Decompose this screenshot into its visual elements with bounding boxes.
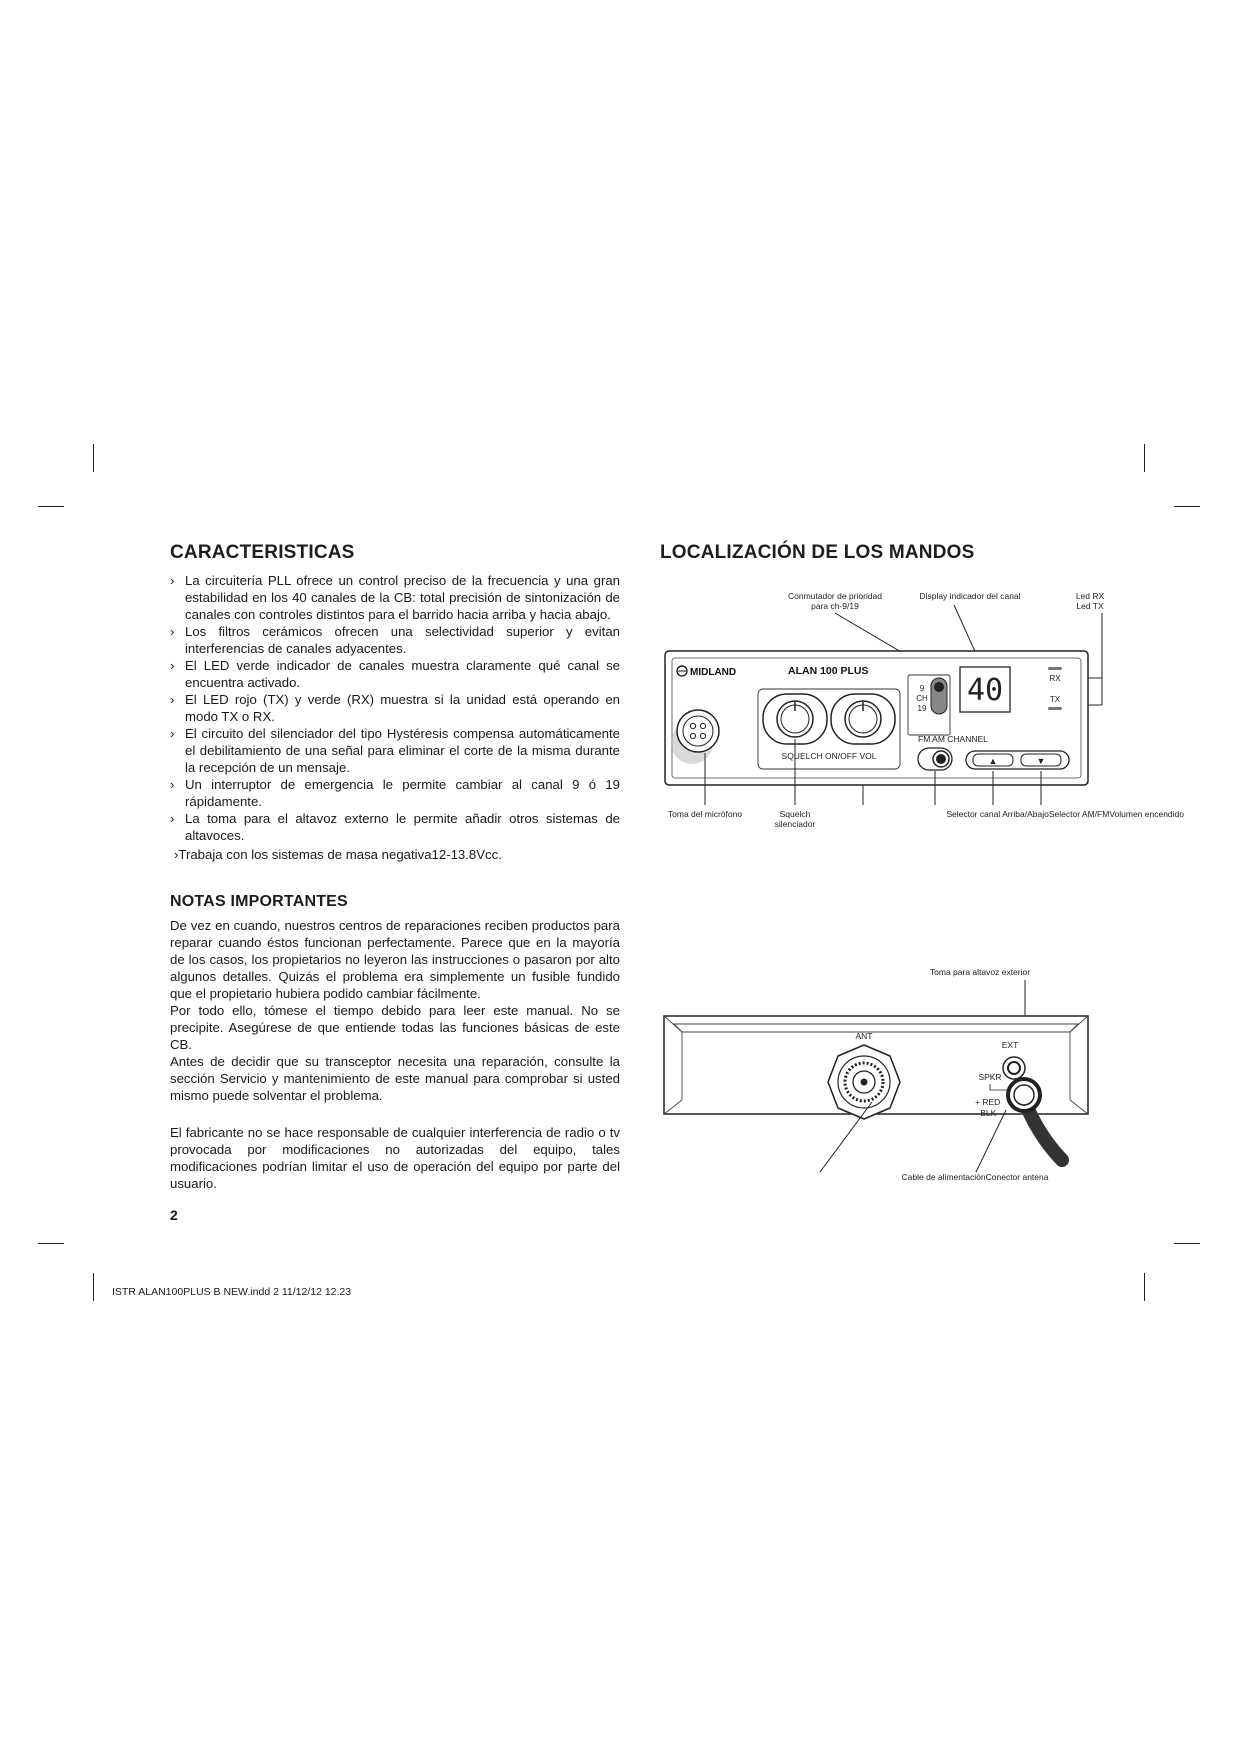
speaker-jack <box>1003 1057 1025 1079</box>
switch-label-ch: CH <box>916 694 928 703</box>
features-heading: CARACTERISTICAS <box>170 542 355 563</box>
spkr-label: SPKR <box>978 1072 1002 1082</box>
switch-label-19: 19 <box>917 704 927 713</box>
svg-text:40: 40 <box>966 673 1004 708</box>
page-number: 2 <box>170 1207 178 1223</box>
fm-am-channel-label: FM AM CHANNEL <box>918 734 988 744</box>
list-item: › Un interruptor de emergencia le permite cambiar al canal 9 ó 19 rápidamente. <box>170 777 620 809</box>
crop-mark-top-left-h <box>38 506 64 507</box>
rear-panel-diagram <box>650 960 1210 1200</box>
channel-up-button <box>973 754 1013 766</box>
crop-mark-bottom-left <box>93 1273 94 1301</box>
red-wire-label: + RED <box>975 1097 1001 1107</box>
label-squelch-1: Squelch <box>779 809 811 819</box>
notes-paragraph: Por todo ello, tómese el tiempo debido para leer este manual. No se precipite. Asegúrese de que entiende todas las funciones básicas de este CB. <box>170 1003 620 1052</box>
svg-text:MIDLAND: MIDLAND <box>690 667 737 678</box>
list-item: › La toma para el altavoz externo le permite añadir otros sistemas de altavoces. <box>170 811 620 843</box>
antenna-connector <box>828 1045 900 1119</box>
channel-down-button <box>1021 754 1061 766</box>
switch-label-9: 9 <box>919 684 925 693</box>
notes-paragraph: De vez en cuando, nuestros centros de reparaciones reciben productos para reparar cuando éstos funcionan perfectamente. Parece que en la mayoría de los casos, los propietarios no leyeron las instrucciones o pasaron por alto algunos detalles. Quizás el problema era simplemente un fusible fundido que el propietario hubiera podido cambiar fácilmente. <box>170 918 620 1001</box>
label-power-antenna: Cable de alimentaciónConector antena <box>901 1172 1049 1182</box>
list-item: › El circuito del silenciador del tipo Hystéresis compensa automáticamente el debilitamiento de una señal para eliminar el corte de la misma durante la recepción de un mensaje. <box>170 726 620 775</box>
disclaimer-paragraph: El fabricante no se hace responsable de cualquier interferencia de radio o tv provocada por modificaciones no autorizadas del equipo, tales modificaciones podrían limitar el uso de operación del equipo por parte del usuario. <box>170 1125 620 1191</box>
led-rx <box>1048 667 1062 683</box>
controls-heading: LOCALIZACIÓN DE LOS MANDOS <box>660 542 975 563</box>
callout-led-tx: Led TX <box>1076 601 1104 611</box>
channel-display <box>960 667 1010 712</box>
front-panel-diagram <box>650 585 1210 835</box>
notes-heading: NOTAS IMPORTANTES <box>170 893 348 910</box>
volume-knob <box>831 694 895 744</box>
ext-label: EXT <box>1001 1040 1019 1050</box>
squelch-knob <box>763 694 827 744</box>
svg-text:▼: ▼ <box>1036 756 1046 766</box>
notes-paragraph: Antes de decidir que su transceptor necesita una reparación, consulte la sección Servicio y mantenimiento de este manual para comprobar si usted mismo puede solventar el problema. <box>170 1054 620 1103</box>
callout-priority-2: para ch-9/19 <box>811 601 859 611</box>
list-item: › El LED rojo (TX) y verde (RX) muestra si la unidad está operando en modo TX o RX. <box>170 692 620 724</box>
voltage-note: ›Trabaja con los sistemas de masa negativa12-13.8Vcc. <box>174 847 502 862</box>
ant-label: ANT <box>855 1031 873 1041</box>
crop-mark-top-left <box>93 444 94 472</box>
print-footer: ISTR ALAN100PLUS B NEW.indd 2 11/12/12 12.23 <box>112 1286 352 1298</box>
list-item: › La circuitería PLL ofrece un control preciso de la frecuencia y una gran estabilidad en los 40 canales de la CB: total precisión de sintonización de canales con controles distintos para el barrido hacia arriba y hacia abajo. <box>170 573 620 622</box>
svg-text:TX: TX <box>1049 695 1061 704</box>
callout-speaker-jack: Toma para altavoz exterior <box>929 967 1031 977</box>
crop-mark-top-right <box>1144 444 1145 472</box>
label-mic-jack: Toma del micrófono <box>667 809 743 819</box>
callout-led-rx: Led RX <box>1075 591 1105 601</box>
crop-mark-bottom-right-h <box>1174 1243 1200 1244</box>
callout-priority-1: Conmutador de prioridad <box>787 591 883 601</box>
model-name: ALAN 100 PLUS <box>788 665 869 677</box>
svg-text:▲: ▲ <box>988 756 998 766</box>
priority-switch <box>931 678 947 714</box>
svg-text:RX: RX <box>1049 674 1061 683</box>
right-column <box>660 542 1220 564</box>
label-squelch-2: silenciador <box>774 819 816 829</box>
list-item: › Los filtros cerámicos ofrecen una selectividad superior y evitan interferencias de canales adyacentes. <box>170 624 620 656</box>
led-tx <box>1048 695 1062 710</box>
left-column <box>170 542 620 1192</box>
features-list <box>170 572 620 844</box>
crop-mark-top-right-h <box>1174 506 1200 507</box>
knob-caption: SQUELCH ON/OFF VOL <box>781 751 877 761</box>
callout-display: Display indicador del canal <box>919 591 1021 601</box>
label-controls-bottom-right: Selector canal Arriba/AbajoSelector AM/FMVolumen encendido <box>946 809 1184 819</box>
black-wire-label: - BLK <box>975 1108 997 1118</box>
fm-am-switch <box>918 748 952 770</box>
list-item: › El LED verde indicador de canales muestra claramente qué canal se encuentra activado. <box>170 658 620 690</box>
crop-mark-bottom-left-h <box>38 1243 64 1244</box>
crop-mark-bottom-right <box>1144 1273 1145 1301</box>
